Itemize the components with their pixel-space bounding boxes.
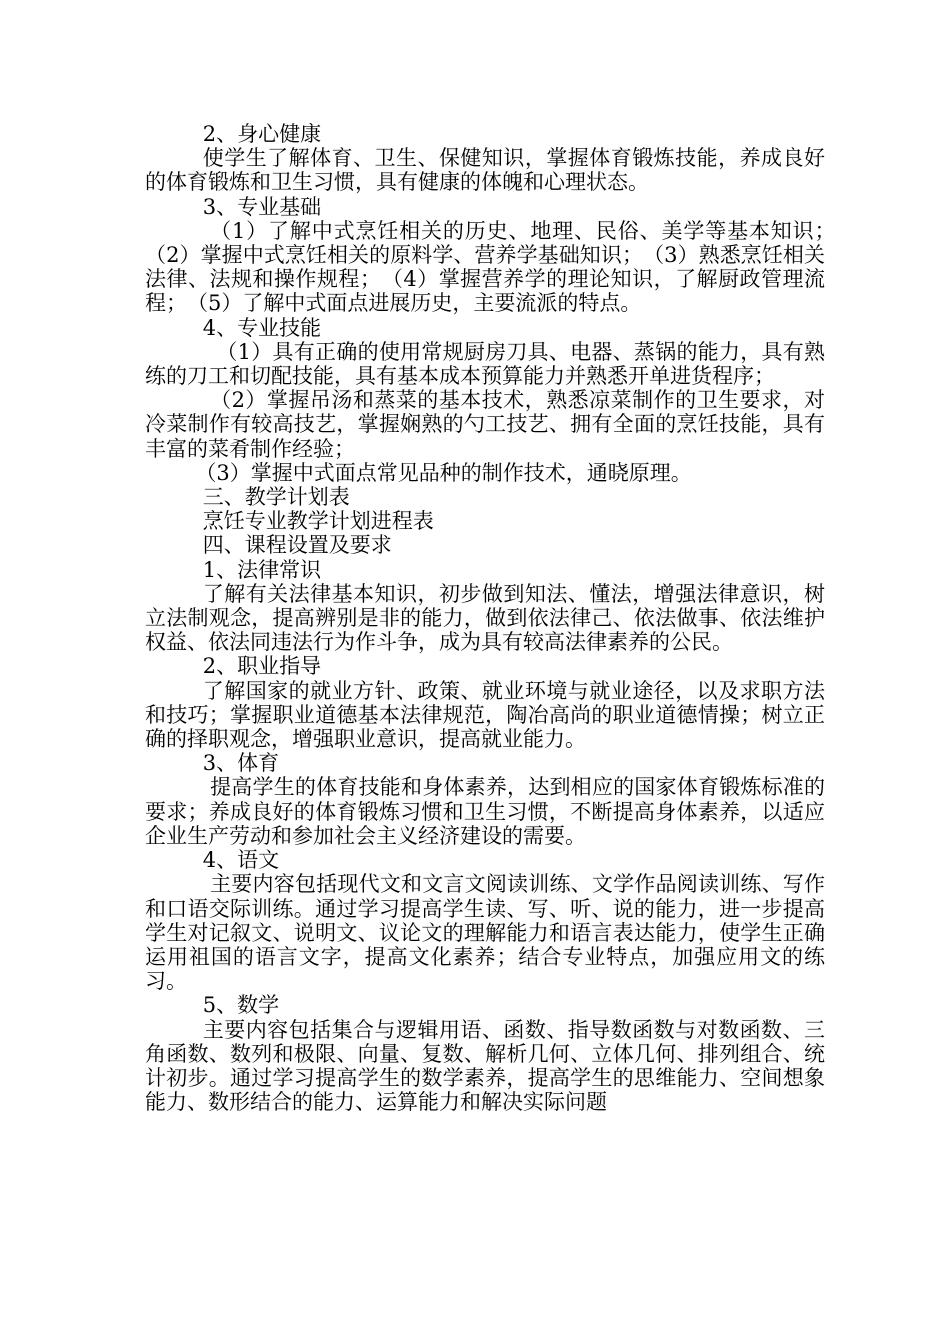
section-heading: 2、身心健康 xyxy=(202,122,322,146)
body-paragraph: （1）了解中式烹饪相关的历史、地理、民俗、美学等基本知识； （2）掌握中式烹饪相关的原料学、营养学基础知识； （3）熟悉烹饪相关法律、法规和操作规程； （4）掌握营养学的理论知识，了解厨政管理流程； （5）了解中式面点进展历史，主要流派的特点。 xyxy=(145,218,846,316)
body-paragraph: （2）掌握吊汤和蒸菜的基本技术，熟悉凉菜制作的卫生要求，对冷菜制作有较高技艺，掌握娴熟的勺工技艺、拥有全面的烹饪技能，具有丰富的菜肴制作经验； xyxy=(145,388,825,461)
body-paragraph: 了解国家的就业方针、政策、就业环境与就业途径，以及求职方法和技巧；掌握职业道德基本法律规范，陶冶高尚的职业道德情操；树立正确的择职观念，增强职业意识，提高就业能力。 xyxy=(145,678,825,752)
section-heading: 4、专业技能 xyxy=(202,315,322,340)
section-heading: 3、专业基础 xyxy=(202,194,322,219)
section-heading: 3、体育 xyxy=(202,751,280,776)
body-paragraph: （1）具有正确的使用常规厨房刀具、电器、蒸锅的能力，具有熟练的刀工和切配技能，具有基本成本预算能力并熟悉开单进货程序； xyxy=(145,339,825,389)
document-page xyxy=(145,122,846,1115)
body-paragraph: 使学生了解体育、卫生、保健知识，掌握体育锻炼技能，养成良好的体育锻炼和卫生习惯，具有健康的体魄和心理状态。 xyxy=(145,146,825,195)
body-paragraph: 主要内容包括现代文和文言文阅读训练、文学作品阅读训练、写作和口语交际训练。通过学习提高学生读、写、听、说的能力，进一步提高学生对记叙文、说明文、议论文的理解能力和语言表达能力，使学生正确运用祖国的语言文字，提高文化素养；结合专业特点，加强应用文的练习。 xyxy=(145,872,825,994)
body-paragraph: 提高学生的体育技能和身体素养，达到相应的国家体育锻炼标准的要求；养成良好的体育锻炼习惯和卫生习惯，不断提高身体素养，以适应企业生产劳动和参加社会主义经济建设的需要。 xyxy=(145,775,825,848)
section-heading: 四、课程设置及要求 xyxy=(202,533,392,558)
section-heading: 5、数学 xyxy=(202,993,280,1018)
body-paragraph: 了解有关法律基本知识，初步做到知法、懂法，增强法律意识，树立法制观念，提高辨别是非的能力，做到依法律己、依法做事、依法维护权益、依法同违法行为作斗争，成为具有较高法律素养的公民。 xyxy=(145,581,825,655)
body-paragraph: 主要内容包括集合与逻辑用语、函数、指导数函数与对数函数、三角函数、数列和极限、向量、复数、解析几何、立体几何、排列组合、统计初步。通过学习提高学生的数学素养，提高学生的思维能力、空间想象能力、数形结合的能力、运算能力和解决实际问题 xyxy=(145,1017,825,1115)
body-paragraph: （3）掌握中式面点常见品种的制作技术，通晓原理。 xyxy=(195,460,692,485)
section-heading: 4、语文 xyxy=(202,848,280,873)
section-heading: 烹饪专业教学计划进程表 xyxy=(202,509,434,534)
section-heading: 2、职业指导 xyxy=(202,654,322,679)
section-heading: 三、教学计划表 xyxy=(202,485,350,510)
section-heading: 1、法律常识 xyxy=(202,557,322,582)
